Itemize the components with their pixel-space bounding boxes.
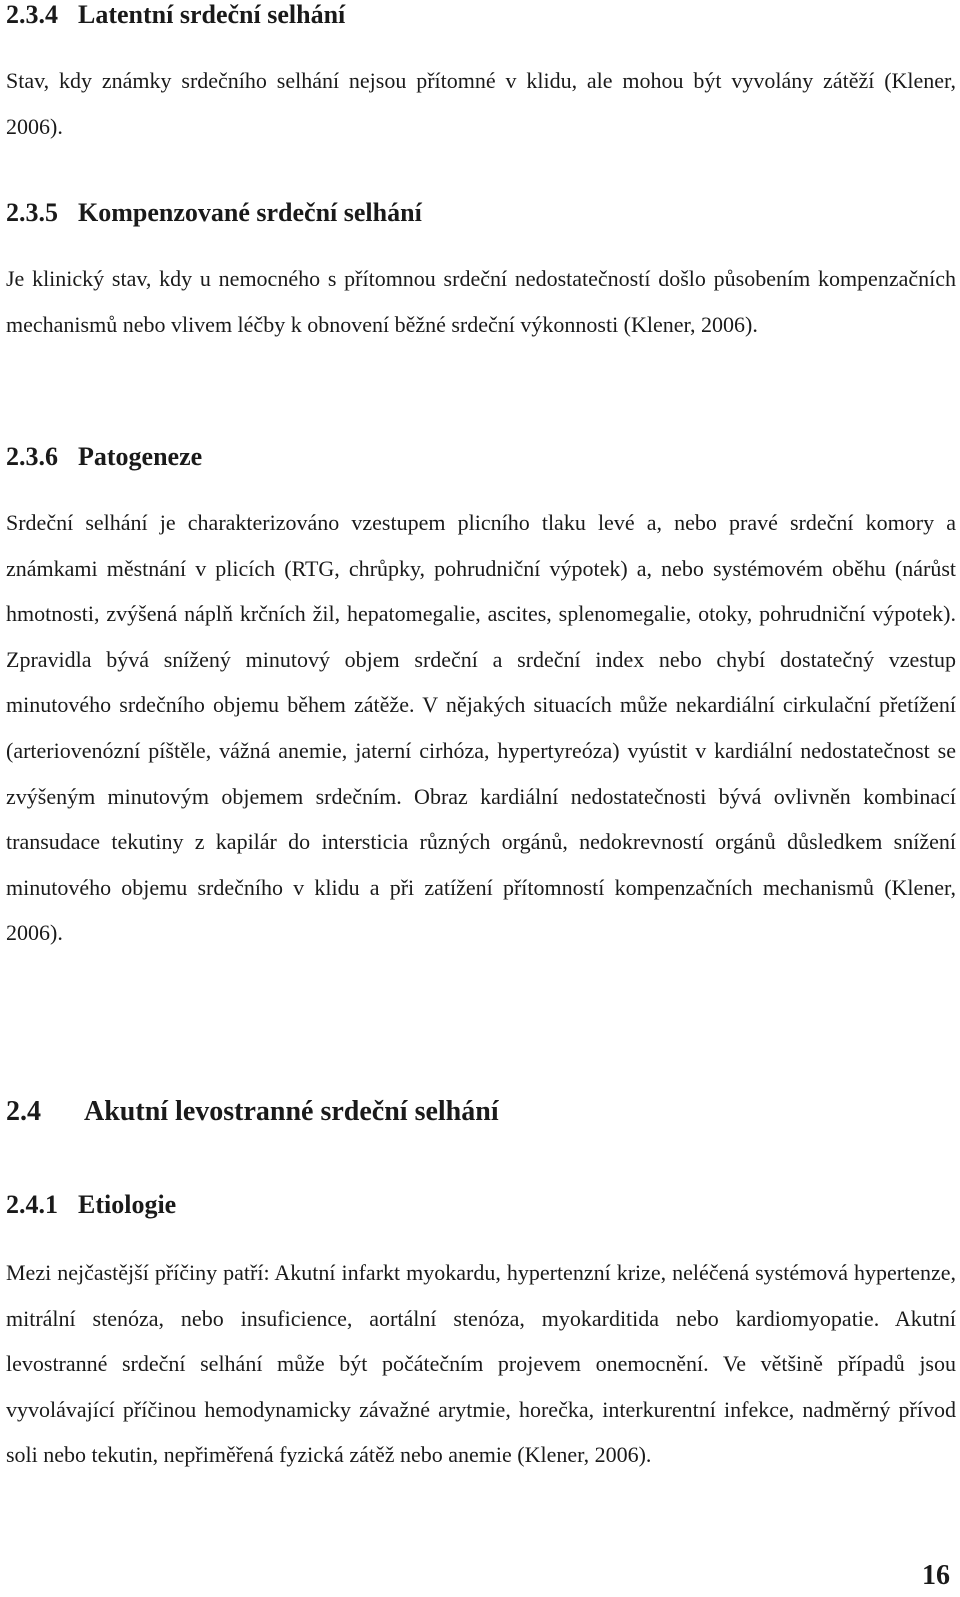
heading-title: Latentní srdeční selhání — [78, 0, 346, 29]
heading-number: 2.3.4 — [6, 0, 58, 29]
heading-2-3-5 — [6, 198, 422, 228]
heading-title: Patogeneze — [78, 442, 203, 471]
heading-number: 2.3.5 — [6, 198, 58, 227]
paragraph-etiology: Mezi nejčastější příčiny patří: Akutní infarkt myokardu, hypertenzní krize, neléčená systémová hypertenze, mitrální stenóza, nebo insuficience, aortální stenóza, myokarditida nebo kardiomyopatie. Akutní levostranné srdeční selhání může být počátečním projevem onemocnění. Ve většině případů jsou vyvolávající příčinou hemodynamicky závažné arytmie, horečka, interkurentní infekce, nadměrný přívod soli nebo tekutin, nepřiměřená fyzická zátěž nebo anemie (Klener, 2006). — [6, 1260, 956, 1468]
paragraph-compensated-failure: Je klinický stav, kdy u nemocného s přítomnou srdeční nedostatečností došlo působením kompenzačních mechanismů nebo vlivem léčby k obnovení běžné srdeční výkonnosti (Klener, 2006). — [6, 266, 956, 337]
heading-number: 2.4 — [6, 1096, 41, 1127]
page-number: 16 — [922, 1560, 950, 1591]
paragraph-latent-failure: Stav, kdy známky srdečního selhání nejsou přítomné v klidu, ale mohou být vyvolány zátěží (Klener, 2006). — [6, 68, 956, 139]
heading-number: 2.3.6 — [6, 442, 58, 471]
heading-number: 2.4.1 — [6, 1190, 58, 1219]
heading-title: Kompenzované srdeční selhání — [78, 198, 422, 227]
heading-title: Etiologie — [78, 1190, 177, 1219]
heading-2-4 — [6, 1096, 499, 1128]
heading-title: Akutní levostranné srdeční selhání — [84, 1096, 499, 1127]
heading-2-3-4 — [6, 0, 345, 30]
paragraph-pathogenesis: Srdeční selhání je charakterizováno vzestupem plicního tlaku levé a, nebo pravé srdeční komory a známkami městnání v plicích (RTG, chrůpky, pohrudniční výpotek) a, nebo systémovém oběhu (nárůst hmotnosti, zvýšená náplň krčních žil, hepatomegalie, ascites, splenomegalie, otoky, pohrudniční výpotek). Zpravidla bývá snížený minutový objem srdeční a srdeční index nebo chybí dostatečný vzestup minutového srdečního objemu během zátěže. V nějakých situacích může nekardiální cirkulační přetížení (arteriovenózní píštěle, vážná anemie, jaterní cirhóza, hypertyreóza) vyústit v kardiální nedostatečnost se zvýšeným minutovým objemem srdečním. Obraz kardiální nedostatečnosti bývá ovlivněn kombinací transudace tekutiny z kapilár do intersticia různých orgánů, nedokrevností orgánů důsledkem snížení minutového objemu srdečního v klidu a při zatížení přítomností kompenzačních mechanismů (Klener, 2006). — [6, 510, 956, 946]
heading-2-4-1 — [6, 1190, 176, 1220]
heading-2-3-6 — [6, 442, 202, 472]
